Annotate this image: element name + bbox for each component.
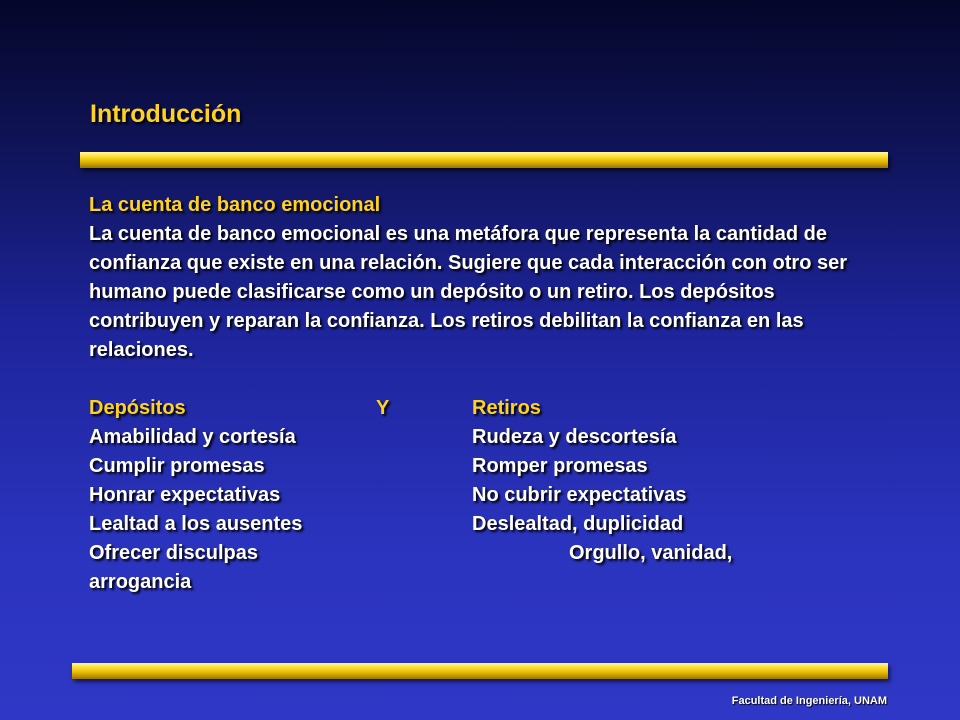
deposit-item: Amabilidad y cortesía [89,426,296,448]
withdrawal-item: Romper promesas [472,455,648,477]
withdrawal-item: No cubrir expectativas [472,484,687,506]
footer-credit: Facultad de Ingeniería, UNAM [731,695,887,707]
section-subtitle: La cuenta de banco emocional [89,194,381,216]
spacer [89,365,879,394]
deposit-item: Ofrecer disculpas [89,542,258,564]
comparison-row [89,539,879,568]
and-connector: Y [376,397,390,419]
deposits-header: Depósitos [89,397,186,419]
comparison-row [89,481,879,510]
comparison-row [89,452,879,481]
comparison-row [89,423,879,452]
withdrawal-item: Orgullo, vanidad, [569,542,733,564]
withdrawal-item: Deslealtad, duplicidad [472,513,684,535]
deposit-item: Cumplir promesas [89,455,265,477]
deposit-item: Honrar expectativas [89,484,281,506]
withdrawal-item: Rudeza y descortesía [472,426,677,448]
comparison-row [89,510,879,539]
withdrawals-header: Retiros [472,397,541,419]
slide-content [89,191,879,597]
top-divider-bar [80,152,888,168]
comparison-header-row [89,394,879,423]
bottom-divider-bar [72,663,888,679]
slide-title: Introducción [90,100,242,128]
description-paragraph: La cuenta de banco emocional es una metáfora que representa la cantidad de confianza que existe en una relación. Sugiere que cada interacción con otro ser humano puede clasificarse como un depósito o un retiro. Los depósitos contribuyen y reparan la confianza. Los retiros debilitan la confianza en las relaciones. [89,223,847,361]
overflow-line [89,568,879,597]
deposit-item: Lealtad a los ausentes [89,513,303,535]
overflow-text: arrogancia [89,571,192,593]
